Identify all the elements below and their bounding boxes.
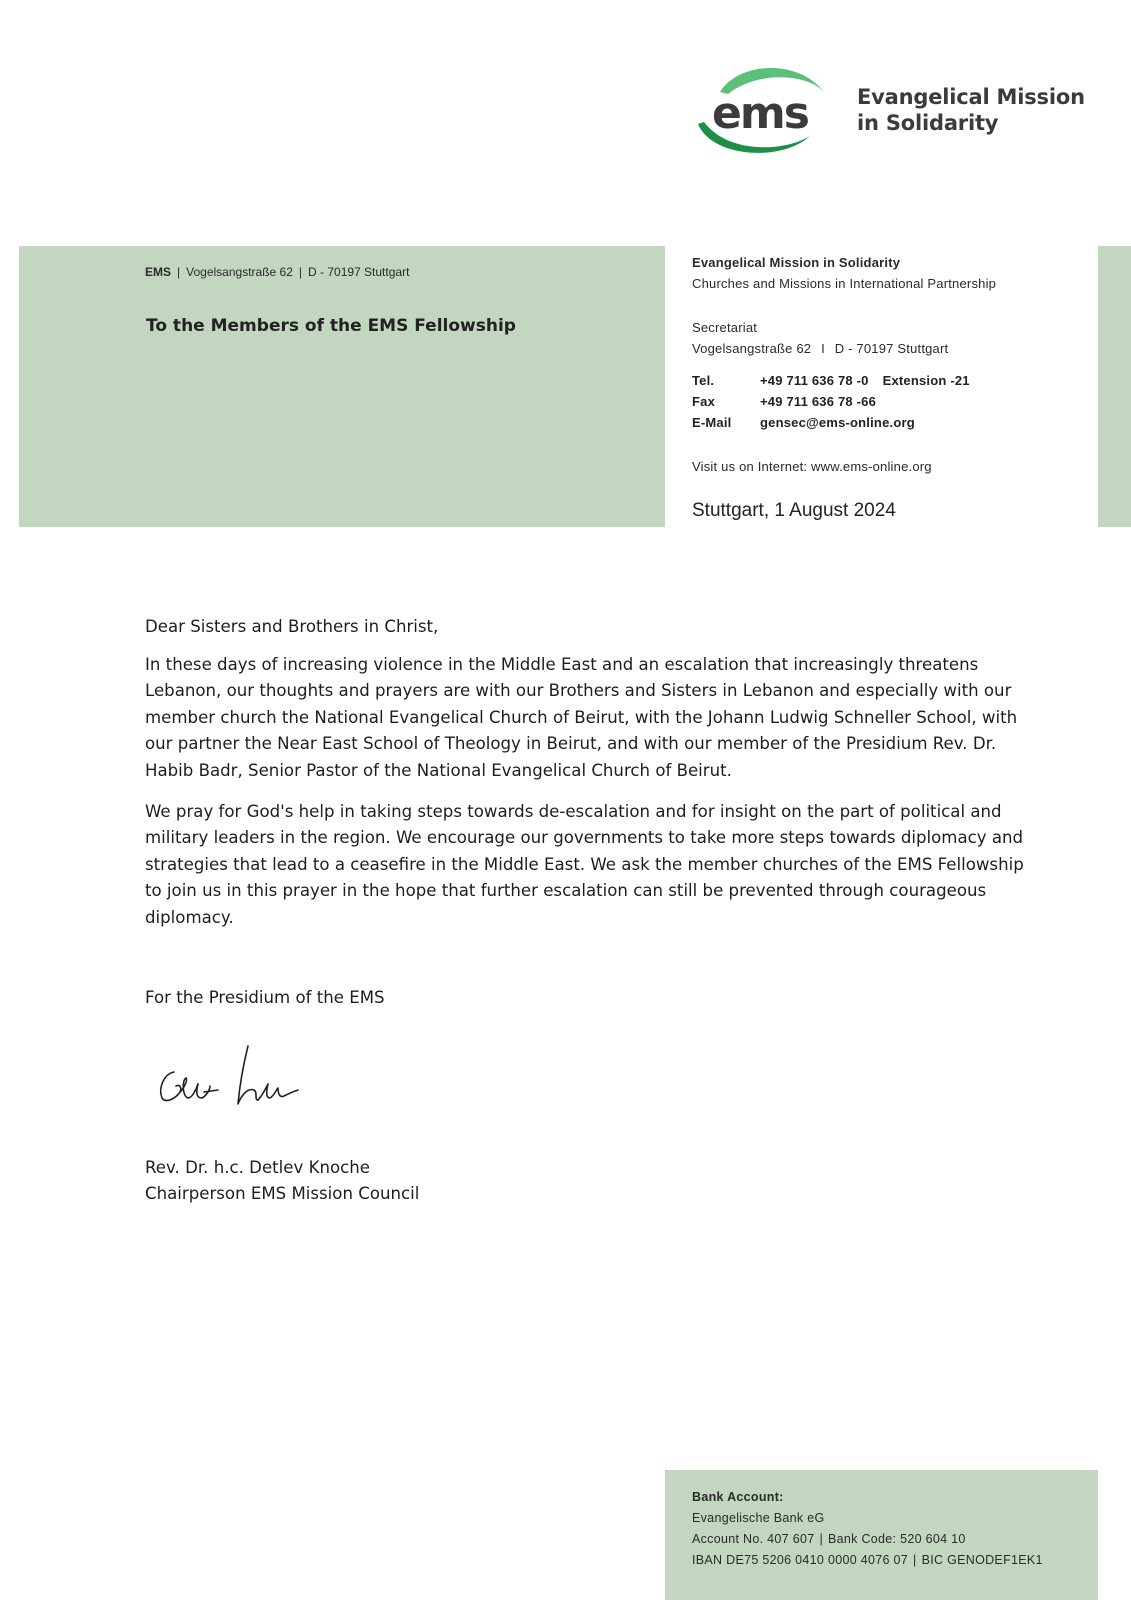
sender-city: D - 70197 Stuttgart xyxy=(308,265,410,279)
ems-logo-swoosh-icon xyxy=(698,62,838,160)
sender-line: EMS | Vogelsangstraße 62 | D - 70197 Stuttgart xyxy=(145,265,410,279)
paragraph-2-line: military leaders in the region. We encourage our governments to take more steps towards diplomacy and xyxy=(145,828,1024,848)
signature-icon xyxy=(150,1038,320,1118)
paragraph-2-line: diplomacy. xyxy=(145,907,234,927)
letter-date: Stuttgart, 1 August 2024 xyxy=(692,500,896,521)
signer-name: Rev. Dr. h.c. Detlev Knoche xyxy=(145,1158,370,1177)
bank-account: Account No. 407 607 xyxy=(692,1532,815,1546)
bank-code: Bank Code: 520 604 10 xyxy=(828,1532,966,1546)
tel-label: Tel. xyxy=(692,373,715,388)
recipient: To the Members of the EMS Fellowship xyxy=(146,316,516,336)
info-street: Vogelsangstraße 62 xyxy=(692,341,812,356)
paragraph-2 xyxy=(145,799,1045,931)
logo-wordmark xyxy=(857,84,1085,136)
paragraph-1-line: our partner the Near East School of Theology in Beirut, and with our member of the Presidium Rev. Dr. xyxy=(145,734,997,754)
address-panel xyxy=(19,246,665,527)
bank-heading: Bank Account: xyxy=(692,1490,784,1504)
ems-logo-mark xyxy=(698,62,838,160)
bank-bic: BIC GENODEF1EK1 xyxy=(921,1553,1043,1567)
bank-account-line: Account No. 407 607 | Bank Code: 520 604 10 xyxy=(692,1532,966,1546)
tel-extension: Extension -21 xyxy=(882,373,970,388)
bank-name: Evangelische Bank eG xyxy=(692,1511,825,1525)
logo-mark-text: ems xyxy=(712,88,808,139)
info-org-name: Evangelical Mission in Solidarity xyxy=(692,255,901,270)
info-web[interactable]: Visit us on Internet: www.ems-online.org xyxy=(692,459,932,474)
signer-title: Chairperson EMS Mission Council xyxy=(145,1184,420,1203)
info-city: D - 70197 Stuttgart xyxy=(834,341,949,356)
bank-iban: IBAN DE75 5206 0410 0000 4076 07 xyxy=(692,1553,909,1567)
email-label: E-Mail xyxy=(692,415,732,430)
email-value[interactable]: gensec@ems-online.org xyxy=(760,415,915,430)
salutation: Dear Sisters and Brothers in Christ, xyxy=(145,617,439,636)
contact-tel xyxy=(692,373,970,388)
paragraph-2-line: to join us in this prayer in the hope that further escalation can still be prevented through courageous xyxy=(145,881,987,901)
margin-strip xyxy=(1098,246,1131,527)
sender-org: EMS xyxy=(145,265,172,279)
paragraph-1-line: Habib Badr, Senior Pastor of the National Evangelical Church of Beirut. xyxy=(145,760,732,780)
info-address: Vogelsangstraße 62 I D - 70197 Stuttgart xyxy=(692,341,949,356)
paragraph-1-line: In these days of increasing violence in the Middle East and an escalation that increasingly threatens xyxy=(145,655,979,674)
paragraph-1 xyxy=(145,652,1045,784)
contact-fax xyxy=(692,394,876,409)
logo-line-1: Evangelical Mission xyxy=(857,85,1085,109)
bank-iban-line: IBAN DE75 5206 0410 0000 4076 07 | BIC GENODEF1EK1 xyxy=(692,1553,1043,1567)
logo-line-2: in Solidarity xyxy=(857,111,999,135)
paragraph-1-line: Lebanon, our thoughts and prayers are with our Brothers and Sisters in Lebanon and especially with our xyxy=(145,681,1012,701)
paragraph-1-line: member church the National Evangelical Church of Beirut, with the Johann Ludwig Schneller School, with xyxy=(145,707,1018,727)
handwritten-signature xyxy=(150,1038,320,1118)
fax-label: Fax xyxy=(692,394,716,409)
tel-value: +49 711 636 78 -0 xyxy=(760,373,869,388)
contact-email xyxy=(692,415,915,430)
info-tagline: Churches and Missions in International Partnership xyxy=(692,276,997,291)
paragraph-2-line: We pray for God's help in taking steps towards de-escalation and for insight on the part of political and xyxy=(145,802,1002,821)
info-dept: Secretariat xyxy=(692,320,758,335)
paragraph-2-line: strategies that lead to a ceasefire in the Middle East. We ask the member churches of the EMS Fellowship xyxy=(145,854,1024,874)
fax-value: +49 711 636 78 -66 xyxy=(760,394,877,409)
sender-street: Vogelsangstraße 62 xyxy=(186,265,293,279)
closing: For the Presidium of the EMS xyxy=(145,988,385,1007)
